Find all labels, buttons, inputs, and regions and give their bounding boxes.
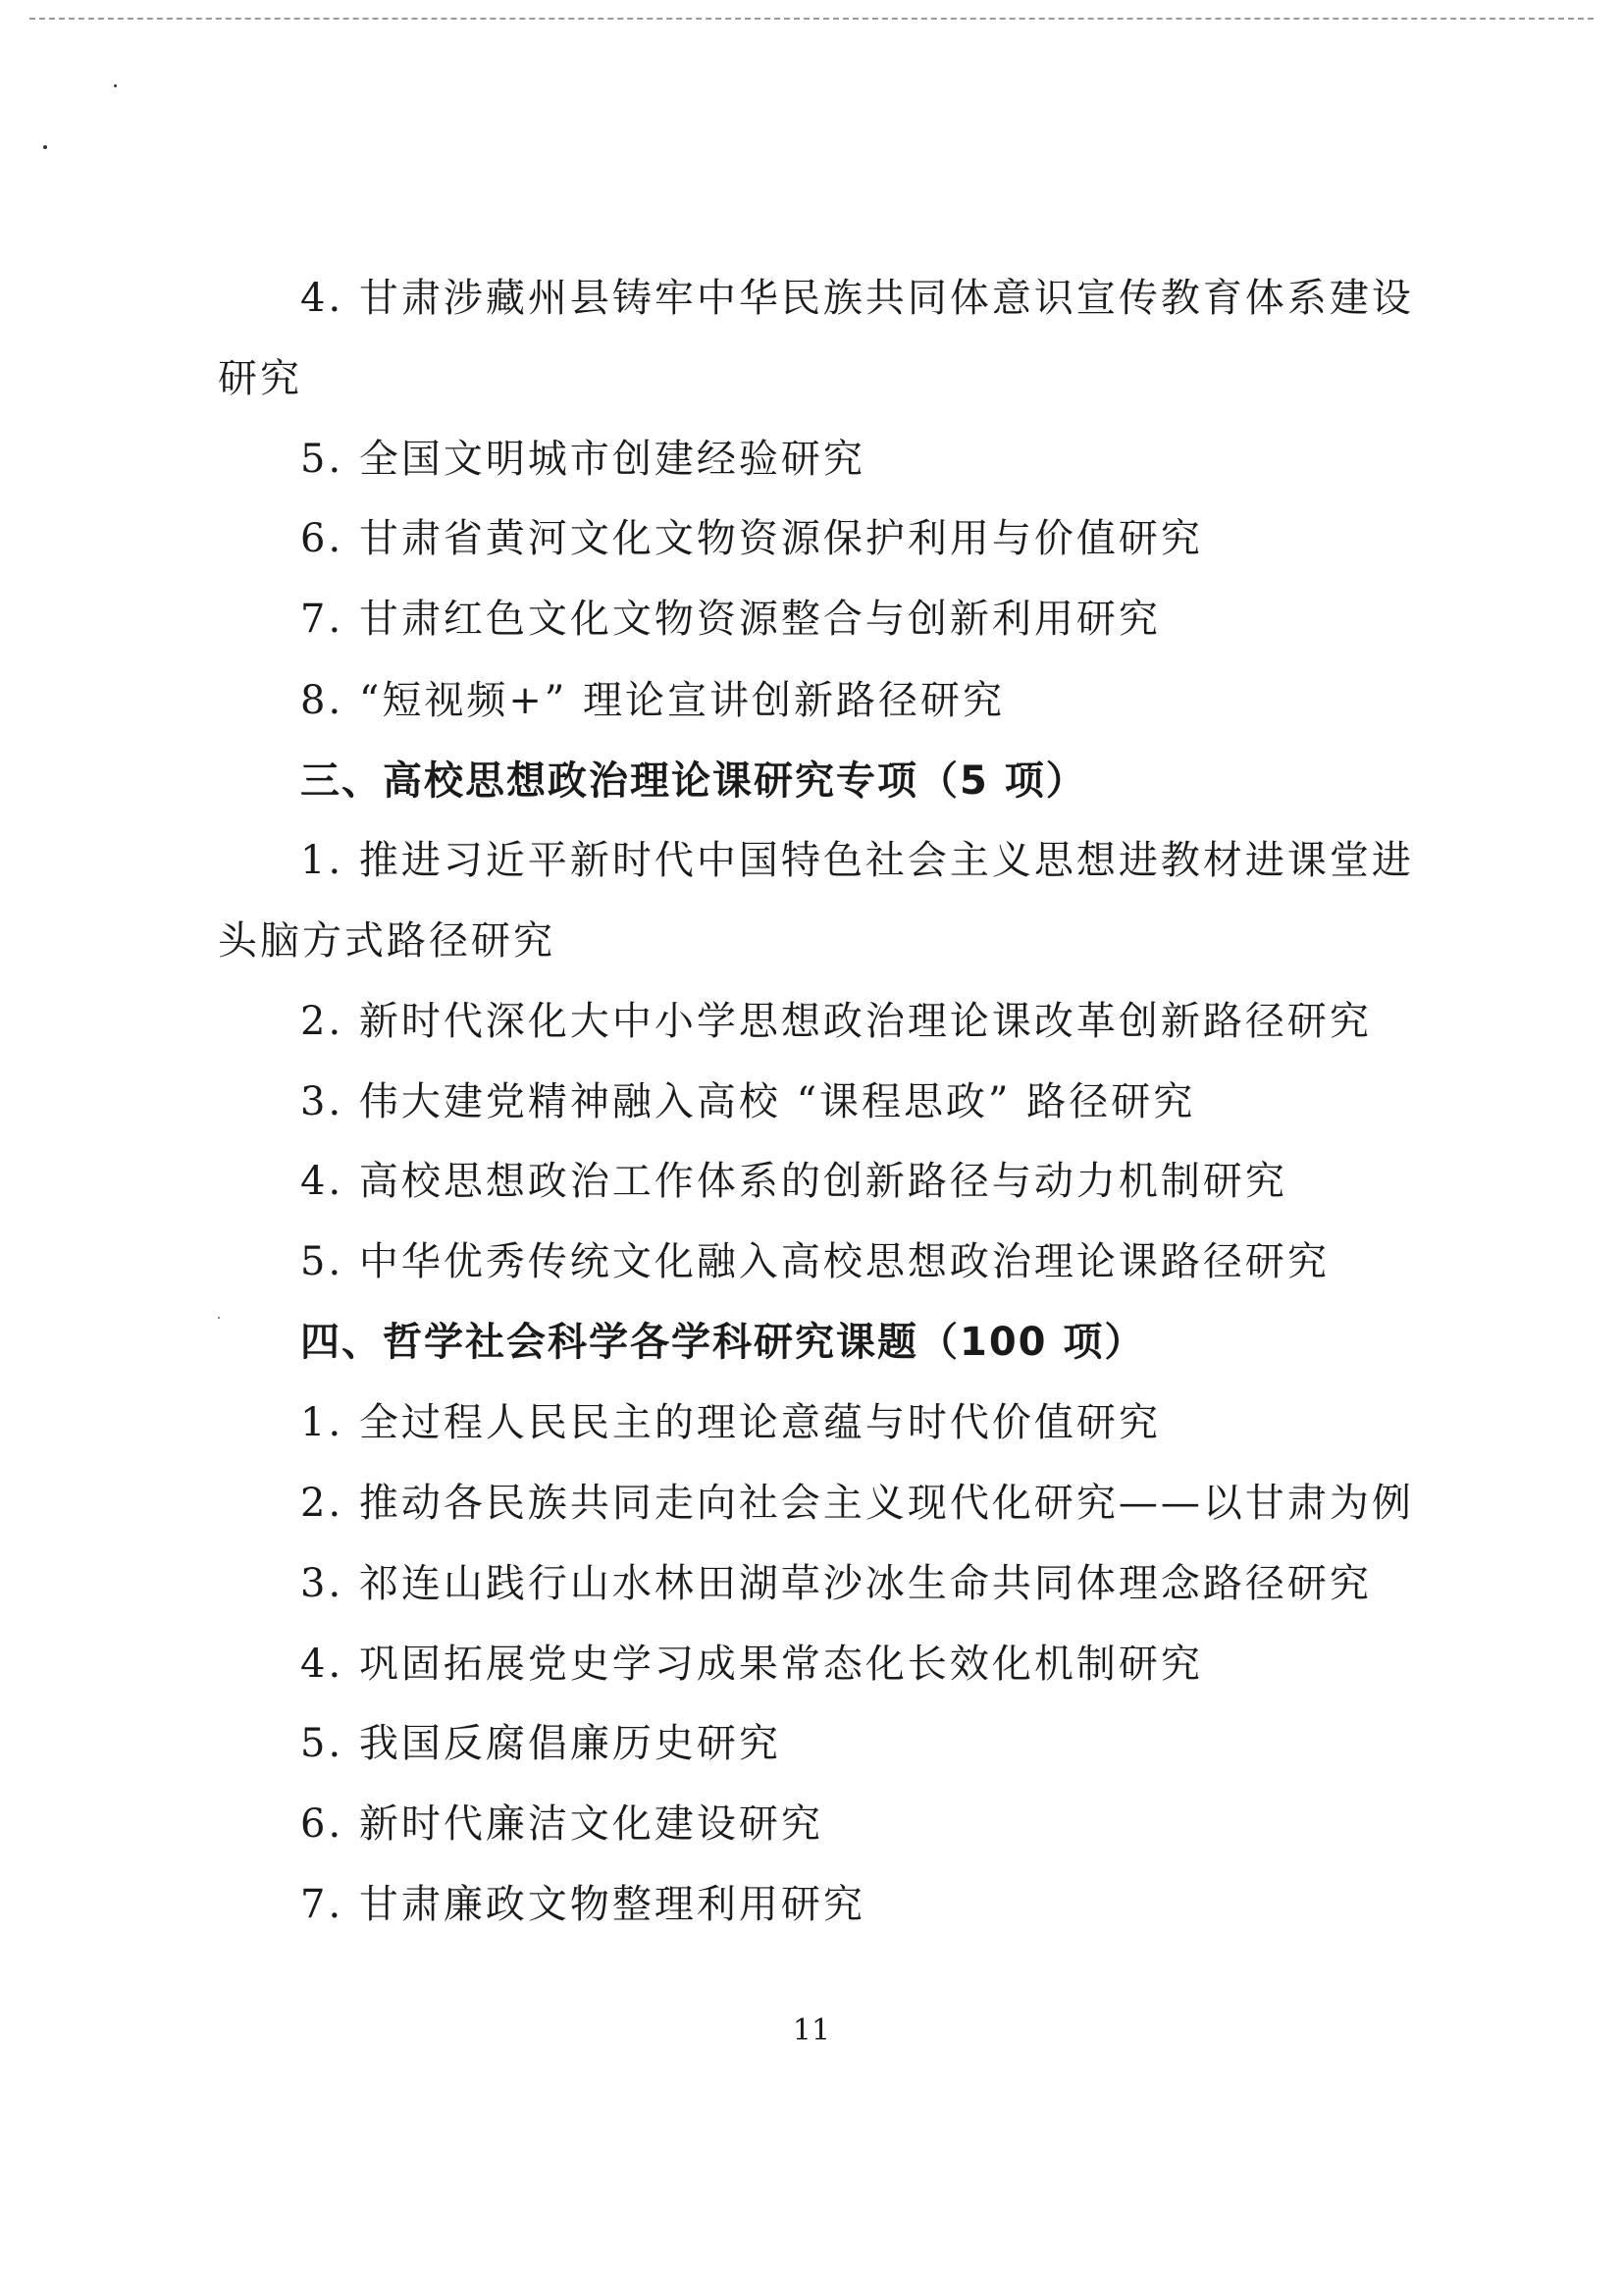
scan-speck <box>114 84 117 87</box>
list-item: 6. 甘肃省黄河文化文物资源保护利用与价值研究 <box>300 516 1203 561</box>
section-heading: 三、高校思想政治理论课研究专项（5 项） <box>300 758 1087 804</box>
scan-edge-line <box>29 18 1594 20</box>
list-item: 7. 甘肃红色文化文物资源整合与创新利用研究 <box>300 597 1161 642</box>
list-item: 4. 高校思想政治工作体系的创新路径与动力机制研究 <box>300 1159 1287 1204</box>
list-item: 2. 新时代深化大中小学思想政治理论课改革创新路径研究 <box>300 999 1372 1044</box>
list-item: 3. 祁连山践行山水林田湖草沙冰生命共同体理念路径研究 <box>300 1561 1372 1606</box>
section-heading: 四、哲学社会科学各学科研究课题（100 项） <box>300 1320 1146 1365</box>
list-item: 5. 中华优秀传统文化融入高校思想政治理论课路径研究 <box>300 1239 1330 1284</box>
list-item: 2. 推动各民族共同走向社会主义现代化研究——以甘肃为例 <box>300 1481 1414 1526</box>
scan-speck <box>43 145 47 149</box>
list-item: 7. 甘肃廉政文物整理利用研究 <box>300 1882 865 1927</box>
list-item-continuation: 研究 <box>218 356 302 401</box>
list-item: 4. 巩固拓展党史学习成果常态化长效化机制研究 <box>300 1642 1203 1687</box>
list-item: 1. 推进习近平新时代中国特色社会主义思想进教材进课堂进 <box>300 838 1414 883</box>
list-item: 6. 新时代廉洁文化建设研究 <box>300 1801 823 1847</box>
list-item: 5. 我国反腐倡廉历史研究 <box>300 1721 781 1766</box>
list-item: 5. 全国文明城市创建经验研究 <box>300 437 865 482</box>
list-item: 3. 伟大建党精神融入高校 “课程思政” 路径研究 <box>300 1079 1196 1124</box>
page-number: 11 <box>792 2013 831 2048</box>
scan-speck <box>218 1317 220 1319</box>
list-item-continuation: 头脑方式路径研究 <box>218 918 555 964</box>
list-item: 4. 甘肃涉藏州县铸牢中华民族共同体意识宣传教育体系建设 <box>300 276 1414 321</box>
list-item: 8. “短视频+” 理论宣讲创新路径研究 <box>300 678 1006 723</box>
list-item: 1. 全过程人民民主的理论意蕴与时代价值研究 <box>300 1400 1161 1445</box>
